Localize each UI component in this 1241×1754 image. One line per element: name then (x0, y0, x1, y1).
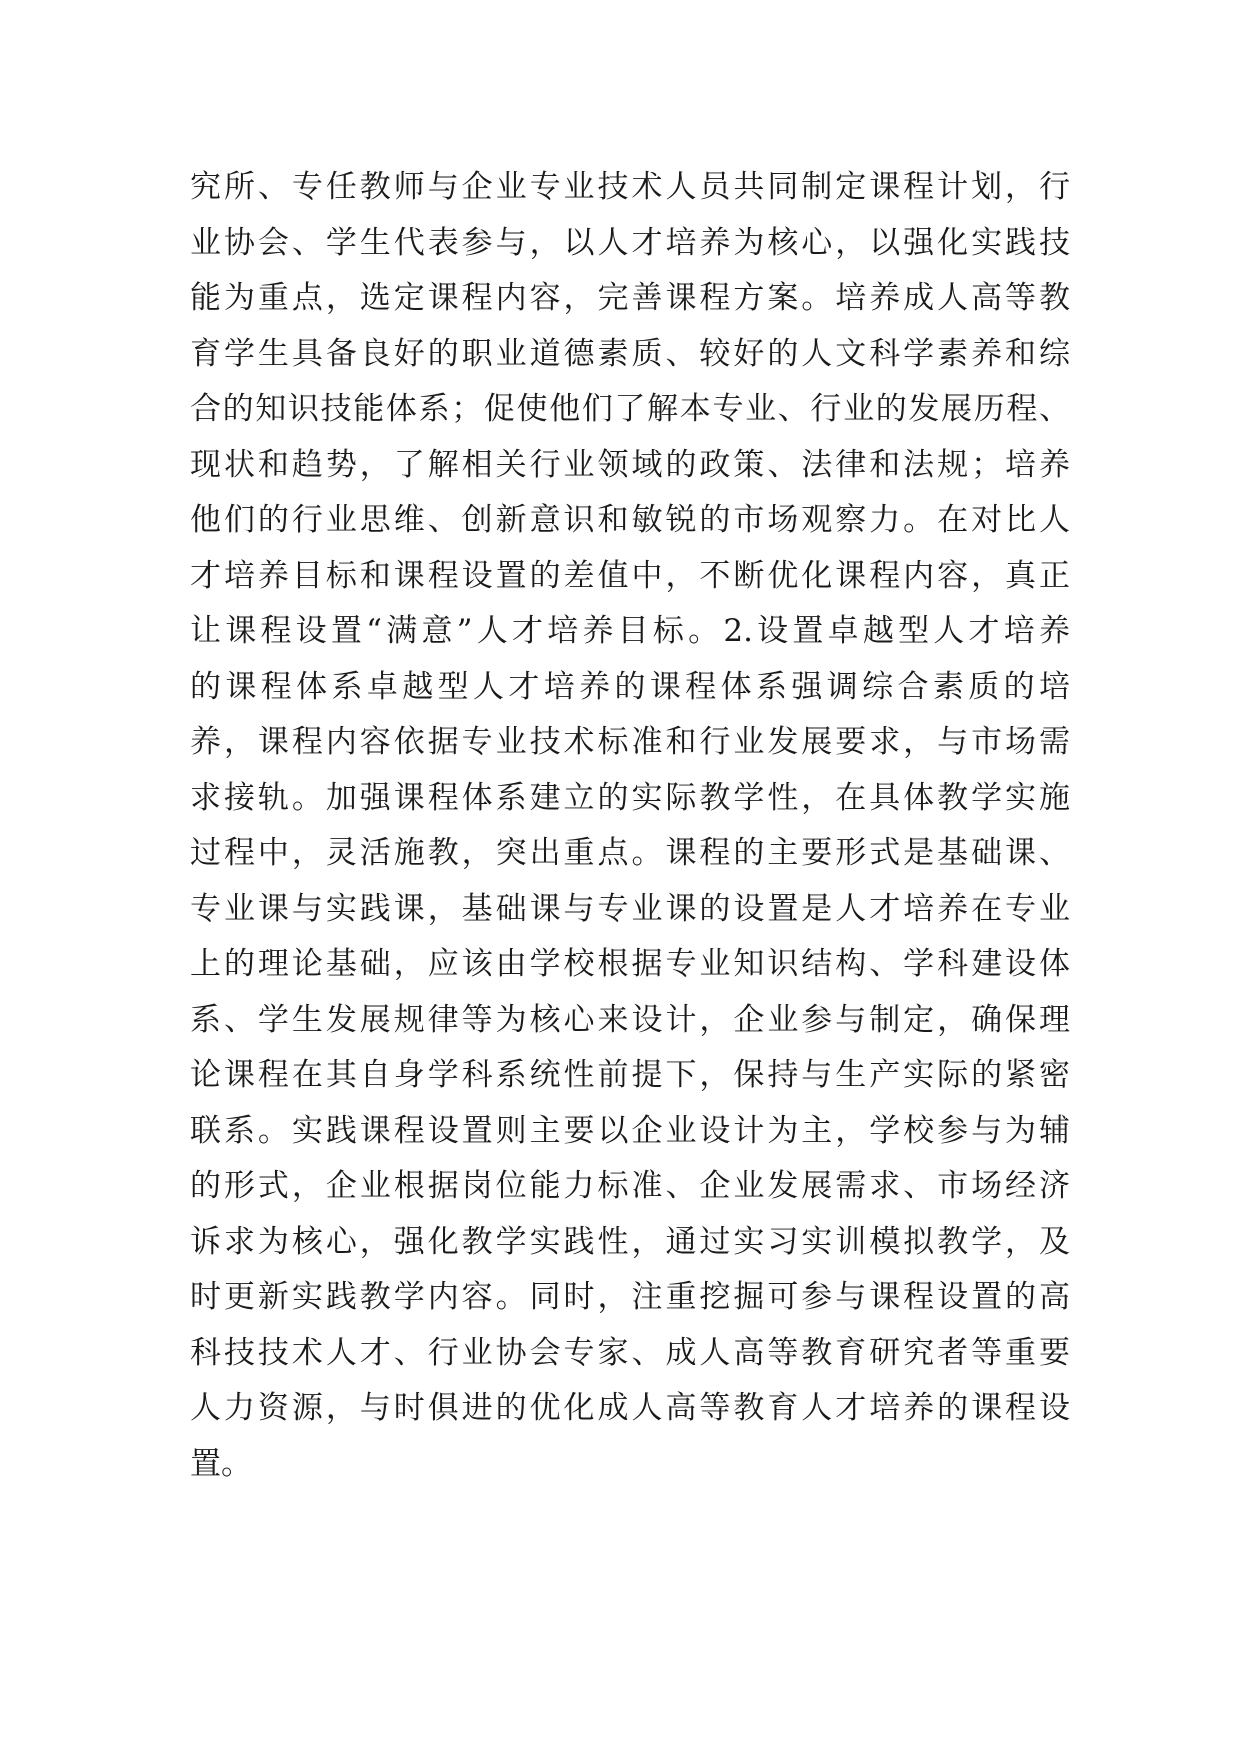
body-paragraph (190, 160, 1070, 1492)
text-line: 系、学生发展规律等为核心来设计，企业参与制定，确保理 (190, 1001, 1070, 1038)
text-line: 育学生具备良好的职业道德素质、较好的人文科学素养和综 (190, 335, 1070, 372)
text-line: 的课程体系卓越型人才培养的课程体系强调综合素质的培 (190, 668, 1070, 705)
text-line: 专业课与实践课，基础课与专业课的设置是人才培养在专业 (190, 890, 1070, 927)
text-line: 他们的行业思维、创新意识和敏锐的市场观察力。在对比人 (190, 502, 1070, 538)
text-line: 合的知识技能体系；促使他们了解本专业、行业的发展历程、 (190, 391, 1070, 427)
text-line: 过程中，灵活施教，突出重点。课程的主要形式是基础课、 (190, 835, 1070, 871)
text-line: 现状和趋势，了解相关行业领域的政策、法律和法规；培养 (190, 446, 1070, 483)
text-line: 科技技术人才、行业协会专家、成人高等教育研究者等重要 (190, 1334, 1070, 1371)
text-line: 论课程在其自身学科系统性前提下，保持与生产实际的紧密 (190, 1057, 1070, 1093)
text-line: 的形式，企业根据岗位能力标准、企业发展需求、市场经济 (190, 1168, 1070, 1204)
text-line: 时更新实践教学内容。同时，注重挖掘可参与课程设置的高 (190, 1279, 1070, 1315)
text-line: 究所、专任教师与企业专业技术人员共同制定课程计划，行 (190, 169, 1070, 205)
text-line: 业协会、学生代表参与，以人才培养为核心，以强化实践技 (190, 224, 1070, 261)
text-line: 让课程设置“满意”人才培养目标。2.设置卓越型人才培养 (190, 613, 1070, 649)
text-line: 诉求为核心，强化教学实践性，通过实习实训模拟教学，及 (190, 1223, 1070, 1260)
text-line: 能为重点，选定课程内容，完善课程方案。培养成人高等教 (190, 280, 1070, 316)
text-line: 置。 (190, 1445, 252, 1482)
text-line: 人力资源，与时俱进的优化成人高等教育人才培养的课程设 (190, 1390, 1070, 1426)
text-line: 才培养目标和课程设置的差值中，不断优化课程内容，真正 (190, 557, 1070, 594)
text-line: 养，课程内容依据专业技术标准和行业发展要求，与市场需 (190, 724, 1070, 760)
text-line: 求接轨。加强课程体系建立的实际教学性，在具体教学实施 (190, 779, 1070, 816)
text-line: 联系。实践课程设置则主要以企业设计为主，学校参与为辅 (190, 1112, 1070, 1149)
text-line: 上的理论基础，应该由学校根据专业知识结构、学科建设体 (190, 946, 1070, 982)
